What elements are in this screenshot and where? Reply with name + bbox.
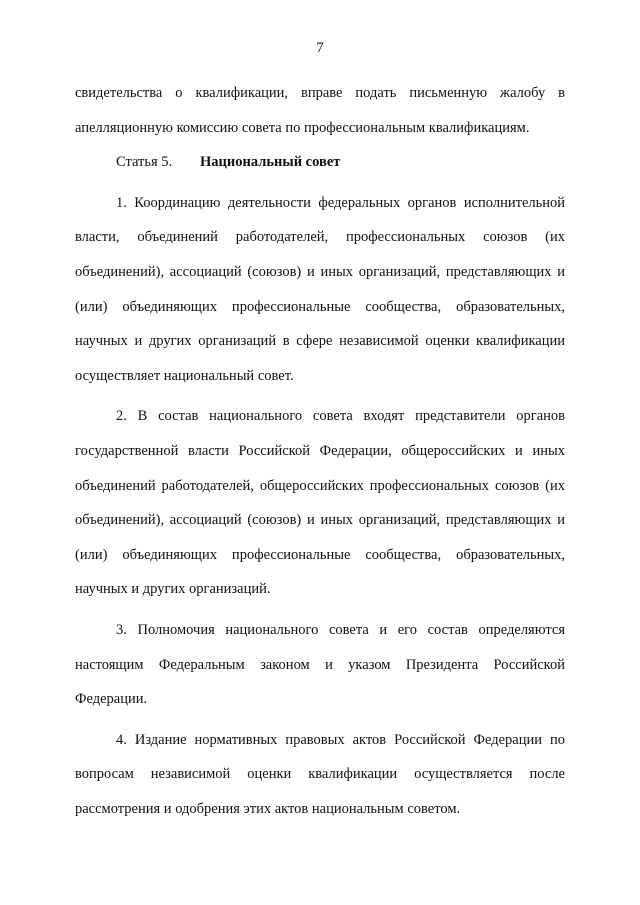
document-body [75, 76, 565, 826]
paragraph-1: 1. Координацию деятельности федеральных органов исполнительной власти, объединений работодателей, профессиональных союзов (их объединений), ассоциаций (союзов) и иных организаций, представляющих и (или) объединяющих профессиональные сообщества, образовательных, научных и других организаций в сфере независимой оценки квалификации осуществляет национальный совет. [75, 194, 565, 384]
paragraph-2: 2. В состав национального совета входят представители органов государственной власти Российской Федерации, общероссийских и иных объединений работодателей, общероссийских профессиональных союзов (их объединений), ассоциаций (союзов) и иных организаций, представляющих и (или) объединяющих профессиональные сообщества, образовательных, научных и других организаций. [75, 408, 565, 598]
continuation-paragraph: свидетельства о квалификации, вправе подать письменную жалобу в апелляционную комиссию совета по профессиональным квалификациям. [75, 85, 565, 136]
article-label: Статья 5. [116, 154, 173, 171]
article-heading [75, 145, 565, 180]
paragraph-4: 4. Издание нормативных правовых актов Российской Федерации по вопросам независимой оценки квалификации осуществляется после рассмотрения и одобрения этих актов национальным советом. [75, 731, 565, 817]
paragraph-3: 3. Полномочия национального совета и его состав определяются настоящим Федеральным законом и указом Президента Российской Федерации. [75, 621, 565, 708]
article-title: Национальный совет [200, 154, 341, 171]
page-number: 7 [316, 40, 324, 56]
